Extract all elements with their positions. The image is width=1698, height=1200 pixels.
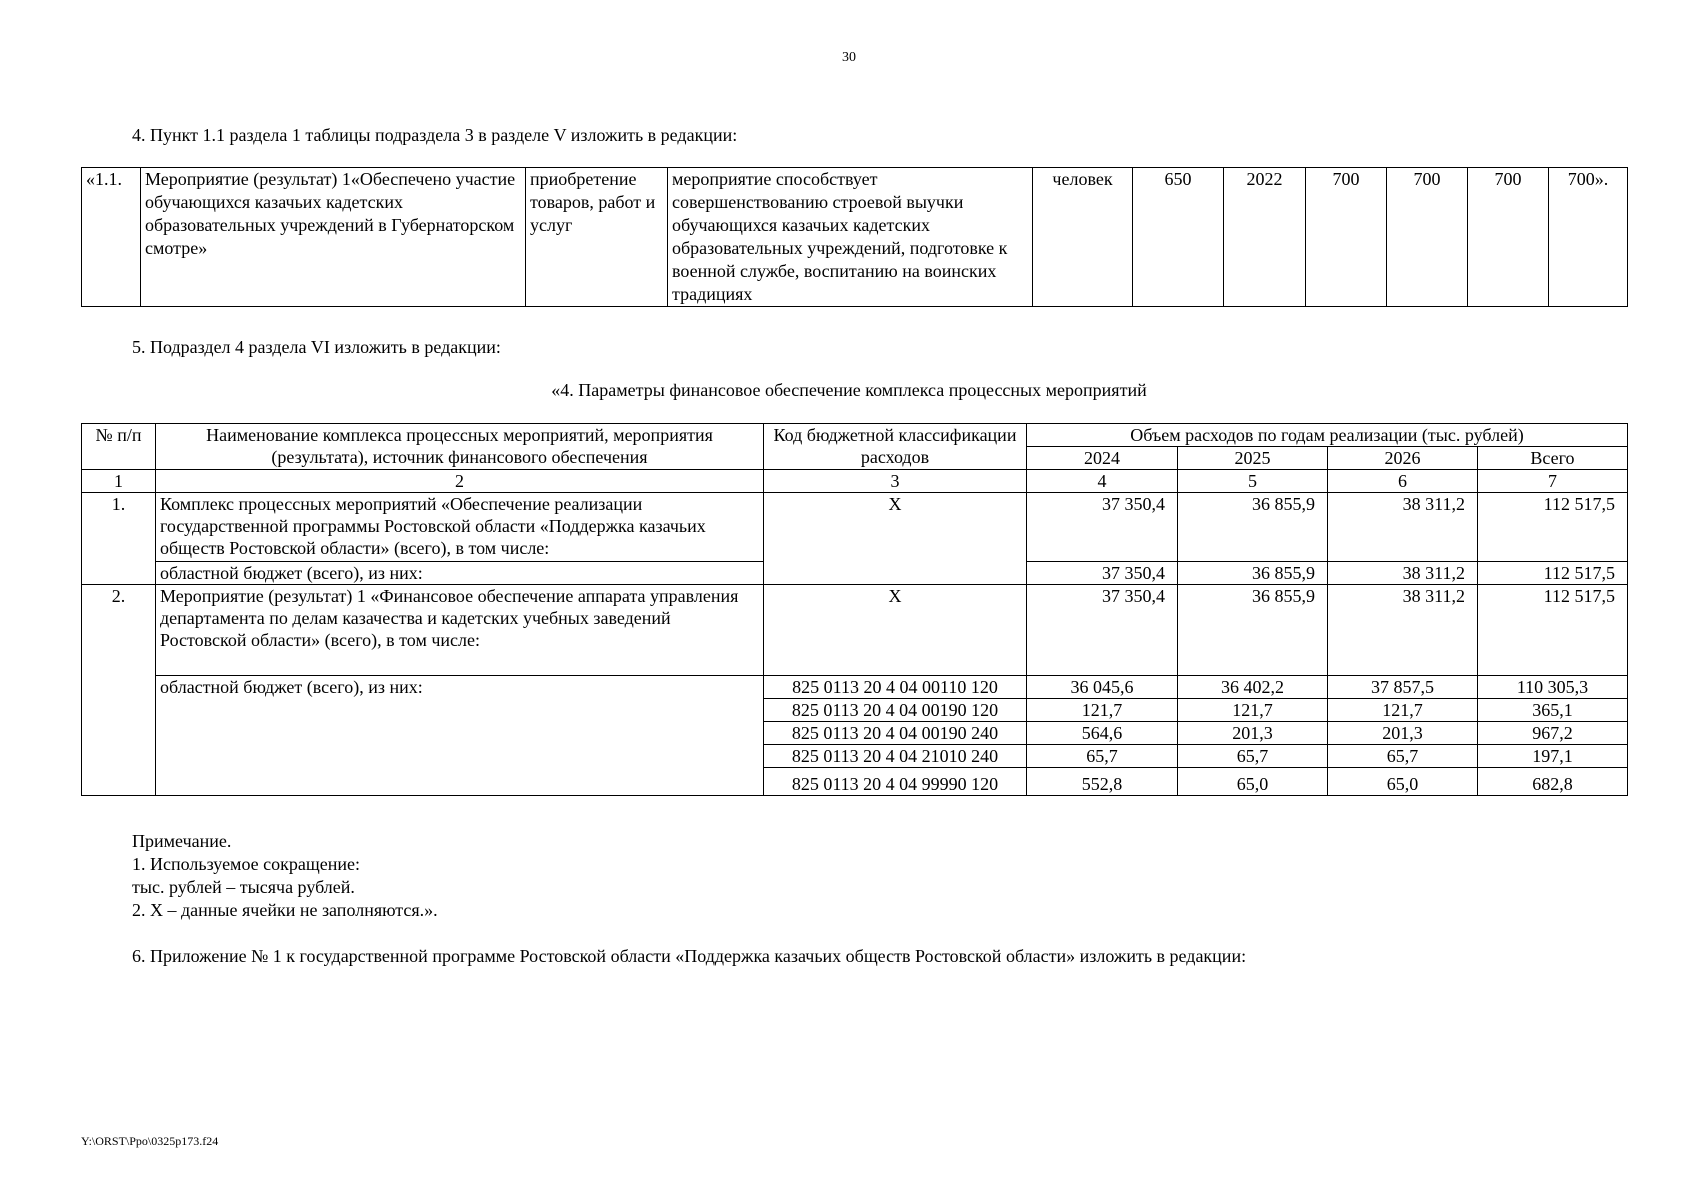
budget-code: 825 0113 20 4 04 21010 240: [764, 745, 1027, 768]
cell-type: приобретение товаров, работ и услуг: [526, 168, 668, 307]
value-total: 112 517,5: [1478, 562, 1628, 585]
value-2025: 36 855,9: [1178, 493, 1328, 562]
value-2026: 201,3: [1328, 722, 1478, 745]
col-number: 6: [1328, 470, 1478, 493]
value-2024: 37 350,4: [1027, 493, 1178, 562]
row-subname: областной бюджет (всего), из них:: [156, 562, 764, 585]
value-2026: 38 311,2: [1328, 585, 1478, 676]
value-2025: 121,7: [1178, 699, 1328, 722]
value-2024: 36 045,6: [1027, 676, 1178, 699]
cell-num: «1.1.: [82, 168, 141, 307]
cell-value: 700: [1387, 168, 1468, 307]
header-year-2024: 2024: [1027, 447, 1178, 470]
cell-description: мероприятие способствует совершенствованию строевой выучки обучающихся казачьих кадетских образовательных учреждений, подготовке к военной службе, воспитанию на воинских традициях: [668, 168, 1033, 307]
note-line: 2. X – данные ячейки не заполняются.».: [132, 900, 438, 920]
header-code: Код бюджетной классификации расходов: [764, 424, 1027, 470]
paragraph-4: 4. Пункт 1.1 раздела 1 таблицы подраздела 3 в разделе V изложить в редакции:: [132, 125, 738, 145]
cell-unit: человек: [1033, 168, 1133, 307]
row-code: X: [764, 493, 1027, 585]
paragraph-6: 6. Приложение № 1 к государственной программе Ростовской области «Поддержка казачьих обществ Ростовской области» изложить в редакции:: [132, 946, 1247, 966]
row-num: 1.: [82, 493, 156, 585]
cell-value: 700: [1468, 168, 1549, 307]
value-2026: 37 857,5: [1328, 676, 1478, 699]
value-2025: 36 855,9: [1178, 585, 1328, 676]
footer-file-code: Y:\ORST\Ppo\0325p173.f24: [81, 1134, 219, 1148]
page-number: 30: [842, 50, 856, 65]
value-2025: 36 855,9: [1178, 562, 1328, 585]
note-line: 1. Используемое сокращение:: [132, 854, 360, 874]
value-2024: 65,7: [1027, 745, 1178, 768]
note-line: тыс. рублей – тысяча рублей.: [132, 877, 355, 897]
row-subname: областной бюджет (всего), из них:: [156, 676, 764, 796]
budget-code: 825 0113 20 4 04 00110 120: [764, 676, 1027, 699]
value-2025: 65,0: [1178, 768, 1328, 796]
value-2026: 65,0: [1328, 768, 1478, 796]
cell-value: 700: [1306, 168, 1387, 307]
header-name: Наименование комплекса процессных мероприятий, мероприятия (результата), источник финансового обеспечения: [156, 424, 764, 470]
table-row: [82, 676, 1628, 699]
row-code: X: [764, 585, 1027, 676]
table-financing: [81, 423, 1628, 796]
value-total: 112 517,5: [1478, 493, 1628, 562]
header-num: № п/п: [82, 424, 156, 470]
table-row: [82, 493, 1628, 562]
header-row: [82, 424, 1628, 447]
table-row: [82, 168, 1628, 307]
col-number: 4: [1027, 470, 1178, 493]
value-2026: 38 311,2: [1328, 562, 1478, 585]
cell-value: 700».: [1549, 168, 1628, 307]
value-2025: 201,3: [1178, 722, 1328, 745]
section-title: «4. Параметры финансовое обеспечение комплекса процессных мероприятий: [551, 380, 1147, 400]
table-event-1-1: [81, 167, 1628, 307]
column-numbers-row: [82, 470, 1628, 493]
col-number: 1: [82, 470, 156, 493]
header-total: Всего: [1478, 447, 1628, 470]
row-name: Мероприятие (результат) 1 «Финансовое обеспечение аппарата управления департамента по делам казачества и кадетских учебных заведений Ростовской области» (всего), в том числе:: [156, 585, 764, 676]
value-total: 365,1: [1478, 699, 1628, 722]
cell-base-value: 650: [1133, 168, 1224, 307]
cell-name: Мероприятие (результат) 1«Обеспечено участие обучающихся казачьих кадетских образовательных учреждений в Губернаторском смотре»: [141, 168, 526, 307]
value-total: 112 517,5: [1478, 585, 1628, 676]
value-2026: 65,7: [1328, 745, 1478, 768]
col-number: 3: [764, 470, 1027, 493]
header-year-2025: 2025: [1178, 447, 1328, 470]
value-2026: 38 311,2: [1328, 493, 1478, 562]
value-2024: 37 350,4: [1027, 585, 1178, 676]
value-2024: 564,6: [1027, 722, 1178, 745]
value-2025: 65,7: [1178, 745, 1328, 768]
value-2024: 552,8: [1027, 768, 1178, 796]
col-number: 5: [1178, 470, 1328, 493]
col-number: 2: [156, 470, 764, 493]
value-total: 110 305,3: [1478, 676, 1628, 699]
table-row: [82, 585, 1628, 676]
value-2024: 37 350,4: [1027, 562, 1178, 585]
budget-code: 825 0113 20 4 04 00190 120: [764, 699, 1027, 722]
paragraph-5: 5. Подраздел 4 раздела VI изложить в редакции:: [132, 337, 501, 357]
budget-code: 825 0113 20 4 04 00190 240: [764, 722, 1027, 745]
value-2024: 121,7: [1027, 699, 1178, 722]
value-2026: 121,7: [1328, 699, 1478, 722]
budget-code: 825 0113 20 4 04 99990 120: [764, 768, 1027, 796]
cell-base-year: 2022: [1224, 168, 1306, 307]
row-num: 2.: [82, 585, 156, 796]
note-title: Примечание.: [132, 831, 232, 851]
col-number: 7: [1478, 470, 1628, 493]
header-year-2026: 2026: [1328, 447, 1478, 470]
value-total: 197,1: [1478, 745, 1628, 768]
value-total: 682,8: [1478, 768, 1628, 796]
value-2025: 36 402,2: [1178, 676, 1328, 699]
value-total: 967,2: [1478, 722, 1628, 745]
row-name: Комплекс процессных мероприятий «Обеспечение реализации государственной программы Ростовской области «Поддержка казачьих обществ Ростовской области» (всего), в том числе:: [156, 493, 764, 562]
header-volume: Объем расходов по годам реализации (тыс. рублей): [1027, 424, 1628, 447]
